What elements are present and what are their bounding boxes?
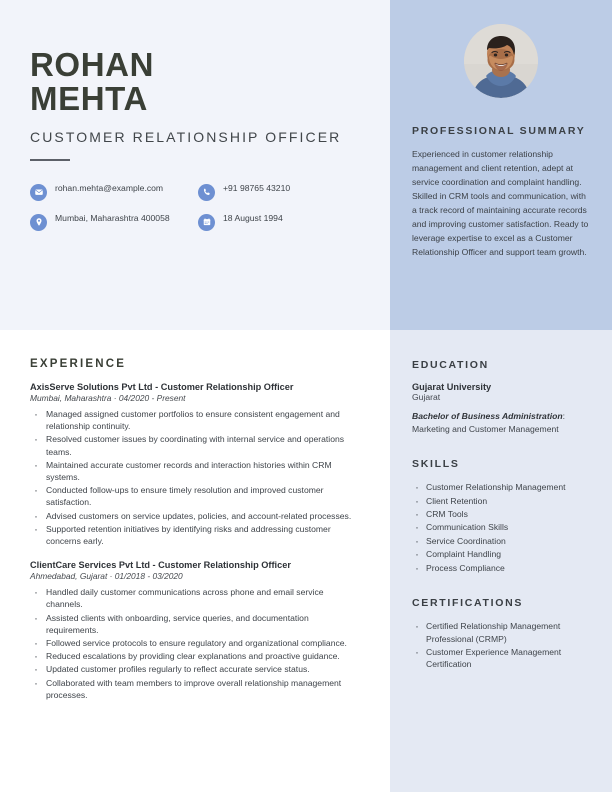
certifications-heading: CERTIFICATIONS <box>412 596 524 609</box>
profile-photo-icon <box>464 24 538 98</box>
education-school: Gujarat University <box>412 382 492 393</box>
avatar-container <box>412 24 590 98</box>
job-bullet: · Resolved customer issues by coordinating with internal service and operations teams. <box>30 433 360 457</box>
contact-phone[interactable] <box>198 183 358 201</box>
job-title: AxisServe Solutions Pvt Ltd - Customer Relationship Officer <box>30 382 294 392</box>
experience-heading: EXPERIENCE <box>30 358 127 370</box>
job-bullet: · Updated customer profiles regularly to reflect accurate service status. <box>30 663 360 675</box>
education-heading: EDUCATION <box>412 359 489 371</box>
phone-icon <box>198 184 215 201</box>
job-title: ClientCare Services Pvt Ltd - Customer Relationship Officer <box>30 560 291 571</box>
summary-heading: PROFESSIONAL SUMMARY <box>412 125 586 137</box>
contact-birthdate[interactable] <box>198 213 358 231</box>
education-location: Gujarat <box>412 392 441 403</box>
header-right-panel <box>390 0 612 330</box>
summary-text: Experienced in customer relationship management and client retention, adept at service coordination and complaint handling. Skilled in CRM tools and communication, with a track record of maintaining accurate records and improving customer satisfaction. Ready to leverage expertise to excel as a Customer Relationship Officer and support team growth. <box>412 149 589 257</box>
contact-details <box>30 183 360 231</box>
envelope-icon <box>30 184 47 201</box>
list-item: · Client Retention <box>412 495 590 507</box>
experience-section <box>0 330 390 792</box>
job-meta: Mumbai, Maharashtra · 04/2020 - Present <box>30 393 186 403</box>
job-bullet: · Collaborated with team members to improve overall relationship management processes. <box>30 677 360 701</box>
job-bullet: · Conducted follow-ups to ensure timely resolution and improved customer satisfaction. <box>30 484 360 508</box>
location-pin-icon <box>30 214 47 231</box>
contact-email-value: rohan.mehta@example.com <box>55 182 164 193</box>
job-bullet: · Managed assigned customer portfolios to ensure consistent engagement and relationship continuity. <box>30 408 360 432</box>
education-degree <box>412 410 590 435</box>
job-meta: Ahmedabad, Gujarat · 01/2018 - 03/2020 <box>30 571 183 582</box>
job-bullet: · Followed service protocols to ensure regulatory and organizational compliance. <box>30 637 360 649</box>
contact-birthdate-value: 18 August 1994 <box>223 212 283 223</box>
job-bullet: · Reduced escalations by providing clear explanations and proactive guidance. <box>30 650 360 662</box>
job-bullet: · Handled daily customer communications across phone and email service channels. <box>30 586 360 610</box>
contact-location[interactable] <box>30 213 190 231</box>
experience-item <box>30 560 360 701</box>
list-item: · Service Coordination <box>412 535 590 547</box>
skills-list <box>412 481 590 574</box>
candidate-name <box>30 48 360 117</box>
job-bullet: · Assisted clients with onboarding, service queries, and documentation requirements. <box>30 612 360 636</box>
education-item <box>412 382 590 435</box>
candidate-job-title: CUSTOMER RELATIONSHIP OFFICER <box>30 128 342 145</box>
sidebar-section <box>390 330 612 792</box>
list-item: · Customer Experience Management Certification <box>412 646 590 671</box>
contact-phone-value: +91 98765 43210 <box>223 182 291 193</box>
list-item: · Certified Relationship Management Professional (CRMP) <box>412 620 590 645</box>
contact-email[interactable] <box>30 183 190 201</box>
contact-location-value: Mumbai, Maharashtra 400058 <box>55 212 170 223</box>
list-item: · Customer Relationship Management <box>412 481 590 493</box>
avatar <box>464 24 538 98</box>
education-degree-label: Bachelor of Business Administration <box>412 411 563 422</box>
job-bullet: · Advised customers on service updates, policies, and account-related processes. <box>30 510 360 522</box>
first-name: ROHAN <box>30 46 154 83</box>
job-bullets <box>30 586 360 701</box>
calendar-icon <box>198 214 215 231</box>
list-item: · Complaint Handling <box>412 548 590 560</box>
job-bullets <box>30 408 360 547</box>
list-item: · Communication Skills <box>412 521 590 533</box>
list-item: · Process Compliance <box>412 562 590 574</box>
list-item: · CRM Tools <box>412 508 590 520</box>
title-divider <box>30 159 70 161</box>
last-name: MEHTA <box>30 80 148 118</box>
job-bullet: · Supported retention initiatives by identifying risks and addressing customer concerns early. <box>30 523 360 547</box>
experience-item <box>30 382 360 547</box>
header-left-panel <box>0 0 390 330</box>
skills-heading: SKILLS <box>412 458 460 471</box>
job-bullet: · Maintained accurate customer records and interaction histories within CRM systems. <box>30 459 360 483</box>
education-degree-detail: : Marketing and Customer Management <box>412 411 565 434</box>
certifications-list <box>412 620 590 671</box>
